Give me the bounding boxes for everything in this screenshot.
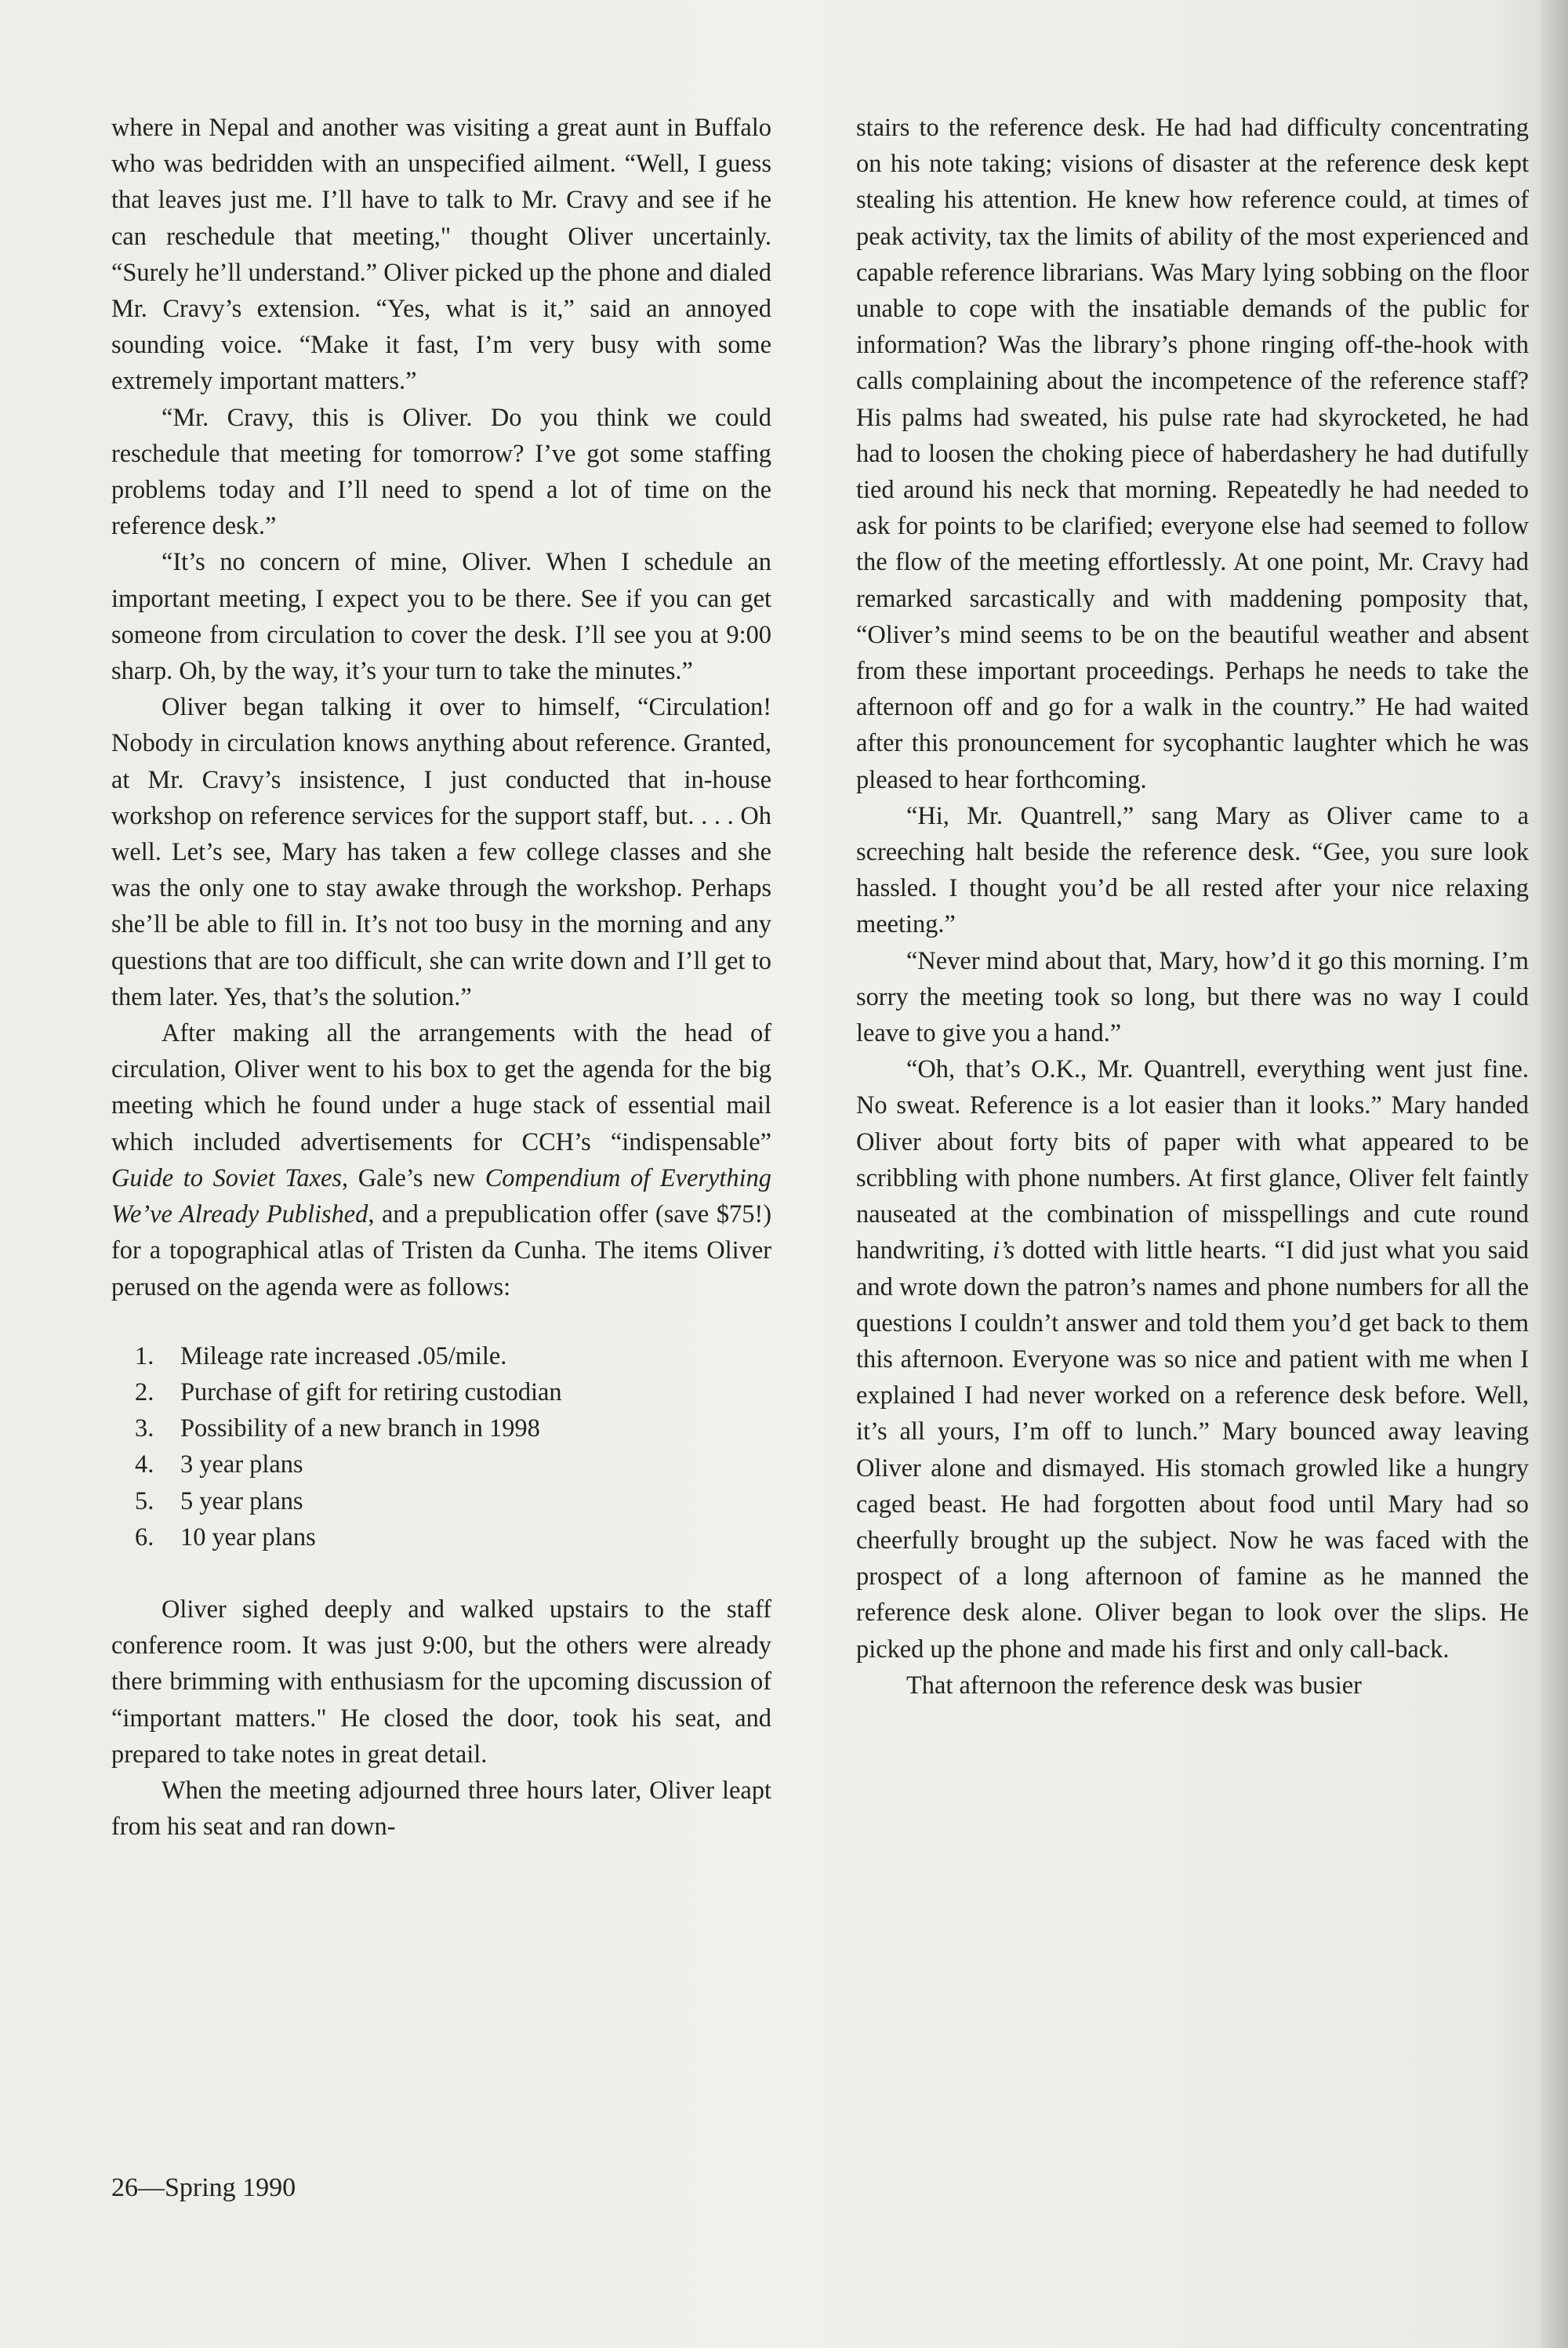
paragraph: “Never mind about that, Mary, how’d it go this morning. I’m sorry the meeting took so long, but there was no way I could leave to give you a hand.” bbox=[856, 946, 1529, 1048]
agenda-item bbox=[135, 1519, 771, 1555]
agenda-text: Possibility of a new branch in 1998 bbox=[180, 1414, 540, 1443]
page-spine-shadow bbox=[1541, 0, 1568, 2348]
agenda-number: 3. bbox=[135, 1414, 154, 1443]
agenda-number: 1. bbox=[135, 1341, 154, 1370]
agenda-number: 2. bbox=[135, 1377, 154, 1406]
agenda-number: 5. bbox=[135, 1486, 154, 1515]
text-run: After making all the arrangements with the head of circulation, Oliver went to his box to get the agenda for the big meeting which he found under a huge stack of essential mail which included advertisements for CCH’s “indispensable” bbox=[111, 1019, 771, 1156]
agenda-text: 3 year plans bbox=[180, 1450, 303, 1479]
agenda-number: 4. bbox=[135, 1450, 154, 1479]
paragraph: “It’s no concern of mine, Oliver. When I schedule an important meeting, I expect you to be there. See if you can get someone from circulation to cover the desk. I’ll see you at 9:00 sharp. Oh, by the way, it’s your turn to take the minutes.” bbox=[111, 548, 771, 686]
paragraph: where in Nepal and another was visiting a great aunt in Buffalo who was bedridden with an unspecified ailment. “Well, I guess that leaves just me. I’ll have to talk to Mr. Cravy and see if he can reschedule that meeting," thought Oliver uncertainly. “Surely he’ll understand.” Oliver picked up the phone and dialed Mr. Cravy’s extension. “Yes, what is it,” said an annoyed sounding voice. “Make it fast, I’m very busy with some extremely important matters.” bbox=[111, 114, 771, 396]
text-run: , Gale’s new bbox=[341, 1163, 485, 1192]
text-run: “Oh, that’s O.K., Mr. Quantrell, everything went just fine. No sweat. Reference is a lot easier than it looks.” Mary handed Oliver about forty bits of paper with what appeared to be scribbling with phone numbers. At first glance, Oliver felt faintly nauseated at the combination of misspellings and cute round handwriting, bbox=[856, 1055, 1529, 1265]
paragraph: That afternoon the reference desk was busier bbox=[906, 1671, 1362, 1700]
paragraph bbox=[111, 1015, 771, 1305]
agenda-item bbox=[135, 1483, 771, 1519]
page-footer: 26—Spring 1990 bbox=[111, 2173, 296, 2202]
paragraph bbox=[856, 1051, 1529, 1667]
paragraph: “Hi, Mr. Quantrell,” sang Mary as Oliver came to a screeching halt beside the reference desk. “Gee, you sure look hassled. I thought you’d be all rested after your nice relaxing meeting.” bbox=[856, 801, 1529, 939]
paragraph: Oliver began talking it over to himself, “Circulation! Nobody in circulation knows anything about reference. Granted, at Mr. Cravy’s insistence, I just conducted that in-house workshop on reference services for the support staff, but. . . . Oh well. Let’s see, Mary has taken a few college classes and she was the only one to stay awake through the workshop. Perhaps she’ll be able to fill in. It’s not too busy in the morning and any questions that are too difficult, she can write down and I’ll get to them later. Yes, that’s the solution.” bbox=[111, 693, 771, 1011]
agenda-item bbox=[135, 1374, 771, 1410]
italic-word: i’s bbox=[993, 1236, 1015, 1265]
agenda-item bbox=[135, 1410, 771, 1446]
paragraph: “Mr. Cravy, this is Oliver. Do you think we could reschedule that meeting for tomorrow? I’ve got some staffing problems today and I’ll need to spend a lot of time on the reference desk.” bbox=[111, 403, 771, 541]
agenda-text: 5 year plans bbox=[180, 1486, 303, 1515]
right-column bbox=[856, 110, 1529, 1704]
paragraph: stairs to the reference desk. He had had difficulty concentrating on his note taking; visions of disaster at the reference desk kept stealing his attention. He knew how reference could, at times of peak activity, tax the limits of ability of the most experienced and capable reference librarians. Was Mary lying sobbing on the floor unable to cope with the insatiable demands of the public for information? Was the library’s phone ringing off-the-hook with calls complaining about the incompetence of the reference staff? His palms had sweated, his pulse rate had skyrocketed, he had had to loosen the choking piece of haberdashery he had dutifully tied around his neck that morning. Repeatedly he had needed to ask for points to be clarified; everyone else had seemed to follow the flow of the meeting effortlessly. At one point, Mr. Cravy had remarked sarcastically and with maddening pomposity that, “Oliver’s mind seems to be on the beautiful weather and absent from these important proceedings. Perhaps he needs to take the afternoon off and go for a walk in the country.” He had waited after this pronouncement for sycophantic laughter which he was pleased to hear forthcoming. bbox=[856, 114, 1529, 794]
paragraph: Oliver sighed deeply and walked upstairs to the staff conference room. It was just 9:00, but the others were already there brimming with enthusiasm for the upcoming discussion of “important matters." He closed the door, took his seat, and prepared to take notes in great detail. bbox=[111, 1595, 771, 1769]
agenda-text: Purchase of gift for retiring custodian bbox=[180, 1377, 562, 1406]
agenda-item bbox=[135, 1338, 771, 1374]
book-title: Guide to Soviet Taxes bbox=[111, 1163, 342, 1192]
book-title: Compendium of Everything We’ve Already Published bbox=[111, 1163, 771, 1229]
agenda-text: 10 year plans bbox=[180, 1522, 316, 1551]
text-run: , and a prepublication offer (save $75!) for a topographical atlas of Tristen da Cunha. The items Oliver perused on the agenda were as follows: bbox=[111, 1200, 771, 1301]
left-column bbox=[111, 110, 771, 1845]
agenda-list bbox=[111, 1338, 771, 1555]
text-run: dotted with little hearts. “I did just what you said and wrote down the patron’s names and phone numbers for all the questions I couldn’t answer and told them you’d get back to them this afternoon. Everyone was so nice and patient with me when I explained I had never worked on a reference desk before. Well, it’s all yours, I’m off to lunch.” Mary bounced away leaving Oliver alone and dismayed. His stomach growled like a hungry caged beast. He had forgotten about food until Mary had so cheerfully brought up the subject. Now he was faced with the prospect of a long afternoon of famine as he manned the reference desk alone. Oliver began to look over the slips. He picked up the phone and made his first and only call-back. bbox=[856, 1236, 1529, 1664]
agenda-item bbox=[135, 1446, 771, 1482]
agenda-text: Mileage rate increased .05/mile. bbox=[180, 1341, 507, 1370]
paragraph: When the meeting adjourned three hours later, Oliver leapt from his seat and ran down- bbox=[111, 1776, 771, 1842]
agenda-number: 6. bbox=[135, 1522, 154, 1551]
